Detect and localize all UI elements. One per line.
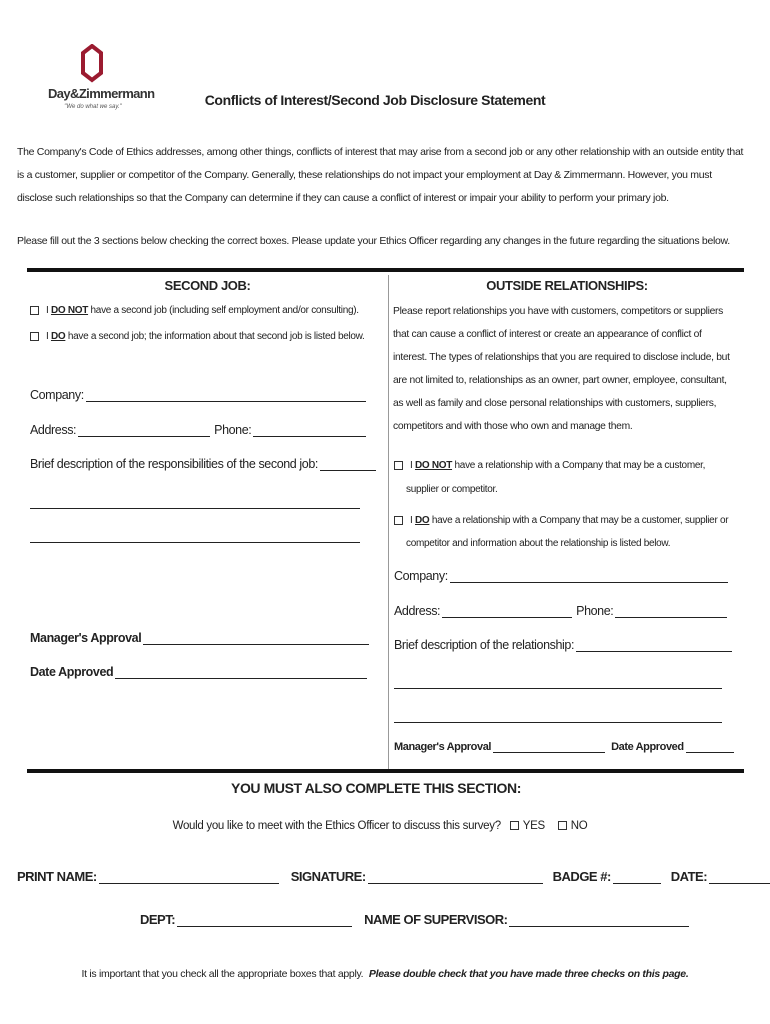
option-text: have a second job; the information about that second job is listed below. bbox=[65, 331, 365, 342]
option-emphasis: DO NOT bbox=[50, 305, 89, 316]
option-text: have a relationship with a Company that may be a customer, bbox=[452, 460, 706, 471]
outside-company-field[interactable] bbox=[450, 570, 728, 583]
outside-address-field[interactable] bbox=[442, 605, 572, 618]
second-job-option-yes bbox=[30, 331, 365, 342]
company-label: Company: bbox=[394, 569, 448, 583]
option-emphasis: DO NOT bbox=[414, 460, 453, 471]
second-job-yes-checkbox[interactable] bbox=[30, 332, 39, 341]
description-label: Brief description of the responsibilities of the second job: bbox=[30, 457, 318, 471]
survey-yes-label: YES bbox=[522, 820, 545, 832]
dept-label: DEPT: bbox=[140, 912, 176, 927]
outside-manager-field[interactable] bbox=[493, 742, 605, 753]
option-i: I bbox=[410, 515, 415, 526]
survey-no-label: NO bbox=[570, 820, 588, 832]
logo-tagline: "We do what we say." bbox=[64, 104, 122, 110]
option-text: have a relationship with a Company that may be a customer, supplier or bbox=[429, 515, 729, 526]
outside-description-row bbox=[394, 638, 732, 652]
option-emphasis: DO bbox=[414, 515, 430, 526]
manager-approval-label: Manager's Approval bbox=[394, 741, 492, 753]
second-job-option-no bbox=[30, 305, 359, 316]
outside-phone-field[interactable] bbox=[615, 605, 727, 618]
signature-field[interactable] bbox=[368, 871, 543, 884]
intro-line-1: The Company's Code of Ethics addresses, among other things, conflicts of interest that may arise from a second job or any other relationship with an outside entity that bbox=[17, 146, 744, 158]
supervisor-label: NAME OF SUPERVISOR: bbox=[364, 912, 508, 927]
section-divider-top bbox=[27, 268, 744, 272]
dept-supervisor-row bbox=[140, 912, 689, 927]
second-job-phone-field[interactable] bbox=[253, 424, 366, 437]
option-i: I bbox=[46, 305, 51, 316]
footer-note bbox=[60, 968, 710, 980]
outside-company-row bbox=[394, 569, 728, 583]
second-job-date-field[interactable] bbox=[115, 666, 367, 679]
footer-plain: It is important that you check all the appropriate boxes that apply. bbox=[81, 968, 364, 980]
description-label: Brief description of the relationship: bbox=[394, 638, 575, 652]
manager-approval-label: Manager's Approval bbox=[30, 631, 142, 645]
outside-description-line-3[interactable] bbox=[394, 722, 722, 723]
survey-no-checkbox[interactable] bbox=[558, 821, 567, 830]
outside-address-row bbox=[394, 604, 727, 618]
address-label: Address: bbox=[30, 423, 77, 437]
survey-yes-checkbox[interactable] bbox=[510, 821, 519, 830]
outside-description-field[interactable] bbox=[576, 639, 732, 652]
date-field[interactable] bbox=[709, 871, 770, 884]
outside-option-yes-line-2: competitor and information about the relationship is listed below. bbox=[406, 538, 671, 549]
outside-line-1: Please report relationships you have with customers, competitors or suppliers bbox=[393, 306, 724, 317]
second-job-company-field[interactable] bbox=[86, 389, 366, 402]
outside-description-line-2[interactable] bbox=[394, 688, 722, 689]
supervisor-field[interactable] bbox=[509, 914, 689, 927]
intro-line-3: disclose such relationships so that the Company can determine if they can cause a conflict of interest or impair your ability to perform your primary job. bbox=[17, 192, 669, 204]
final-section-heading: YOU MUST ALSO COMPLETE THIS SECTION: bbox=[231, 780, 521, 796]
second-job-description-line-3[interactable] bbox=[30, 542, 360, 543]
second-job-heading: SECOND JOB: bbox=[164, 278, 251, 293]
outside-line-4: are not limited to, relationships as an owner, part owner, employee, consultant, bbox=[393, 375, 727, 386]
option-i: I bbox=[46, 331, 51, 342]
outside-date-field[interactable] bbox=[686, 742, 734, 753]
dept-field[interactable] bbox=[177, 914, 352, 927]
phone-label: Phone: bbox=[576, 604, 614, 618]
date-approved-label: Date Approved bbox=[30, 665, 114, 679]
outside-option-yes bbox=[394, 515, 728, 526]
column-divider bbox=[388, 275, 389, 770]
page-title: Conflicts of Interest/Second Job Disclosure Statement bbox=[204, 92, 546, 108]
intro-paragraph bbox=[17, 141, 745, 210]
second-job-manager-row bbox=[30, 631, 369, 645]
outside-yes-checkbox[interactable] bbox=[394, 516, 403, 525]
address-label: Address: bbox=[394, 604, 441, 618]
print-name-label: PRINT NAME: bbox=[17, 869, 97, 884]
logo-name: Day&Zimmermann bbox=[48, 86, 155, 101]
date-approved-label: Date Approved bbox=[611, 741, 684, 753]
second-job-no-checkbox[interactable] bbox=[30, 306, 39, 315]
second-job-description-line-2[interactable] bbox=[30, 508, 360, 509]
outside-relationships-heading: OUTSIDE RELATIONSHIPS: bbox=[486, 278, 648, 293]
outside-line-5: as well as family and close personal relationships with customers, suppliers, bbox=[393, 398, 717, 409]
second-job-manager-field[interactable] bbox=[143, 632, 369, 645]
second-job-date-row bbox=[30, 665, 367, 679]
instructions: Please fill out the 3 sections below checking the correct boxes. Please update your Ethics Officer regarding any changes in the future regarding the situations below. bbox=[17, 235, 730, 247]
company-label: Company: bbox=[30, 388, 84, 402]
signature-label: SIGNATURE: bbox=[290, 869, 366, 884]
second-job-address-row bbox=[30, 423, 366, 437]
outside-approval-row bbox=[394, 741, 734, 753]
footer-emphasis: Please double check that you have made three checks on this page. bbox=[368, 968, 689, 980]
outside-line-6: competitors and with those who own and manage them. bbox=[393, 421, 633, 432]
survey-question: Would you like to meet with the Ethics Officer to discuss this survey? bbox=[172, 820, 501, 832]
outside-paragraph bbox=[393, 300, 741, 438]
print-name-field[interactable] bbox=[99, 871, 279, 884]
date-label: DATE: bbox=[670, 869, 708, 884]
option-i: I bbox=[410, 460, 415, 471]
option-text: have a second job (including self employment and/or consulting). bbox=[88, 305, 359, 316]
second-job-description-row bbox=[30, 457, 376, 471]
phone-label: Phone: bbox=[214, 423, 252, 437]
intro-line-2: is a customer, supplier or competitor of the Company. Generally, these relationships do not impact your employment at Day & Zimmermann. However, you must bbox=[17, 169, 712, 181]
outside-line-2: that can cause a conflict of interest or create an appearance of conflict of bbox=[393, 329, 702, 340]
outside-no-checkbox[interactable] bbox=[394, 461, 403, 470]
badge-field[interactable] bbox=[613, 871, 661, 884]
second-job-address-field[interactable] bbox=[78, 424, 210, 437]
badge-label: BADGE #: bbox=[552, 869, 611, 884]
section-divider-bottom bbox=[27, 769, 744, 773]
signature-row bbox=[17, 869, 770, 884]
outside-line-3: interest. The types of relationships that you are required to disclose include, but bbox=[393, 352, 730, 363]
company-logo-icon bbox=[80, 44, 104, 84]
outside-option-no-line-2: supplier or competitor. bbox=[406, 484, 498, 495]
option-emphasis: DO bbox=[50, 331, 66, 342]
outside-option-no bbox=[394, 460, 705, 471]
second-job-description-field[interactable] bbox=[320, 458, 376, 471]
second-job-company-row bbox=[30, 388, 366, 402]
survey-question-row bbox=[100, 820, 660, 832]
